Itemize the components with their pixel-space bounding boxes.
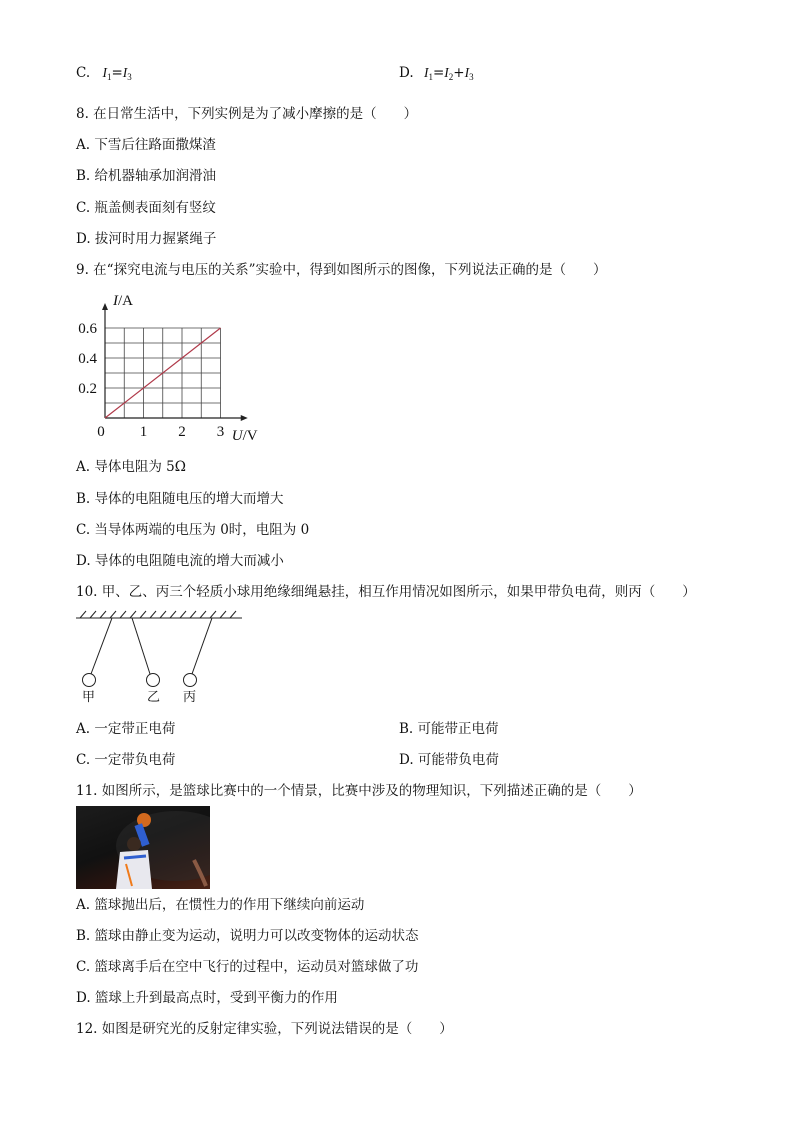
q8-option-a: A. 下雪后往路面撒煤渣: [76, 137, 216, 153]
pendulum-diagram: [74, 608, 249, 708]
y-axis-label: I/A: [113, 293, 133, 309]
ball-yi: [147, 674, 160, 687]
q8-stem: 8. 在日常生活中，下列实例是为了减小摩擦的是（ ）: [76, 106, 418, 122]
q10-stem: 10. 甲、乙、丙三个轻质小球用绝缘细绳悬挂，相互作用情况如图所示，如果甲带负电荷，则丙（ ）: [76, 584, 696, 600]
string-jia: [91, 618, 112, 674]
y-axis-arrow: [102, 303, 108, 310]
x-tick-label: 0: [97, 424, 105, 440]
ball-label-jia: 甲: [82, 690, 96, 705]
iu-graph: [70, 288, 270, 448]
q8-option-d: D. 拔河时用力握紧绳子: [76, 231, 217, 247]
y-tick-label: 0.6: [78, 321, 97, 337]
q11-option-b: B. 篮球由静止变为运动，说明力可以改变物体的运动状态: [76, 928, 419, 944]
q12-stem: 12. 如图是研究光的反射定律实验，下列说法错误的是（ ）: [76, 1021, 453, 1037]
x-tick-label: 3: [216, 424, 225, 440]
x-tick-label: 1: [139, 424, 148, 440]
q11-option-d: D. 篮球上升到最高点时，受到平衡力的作用: [76, 990, 338, 1006]
string-yi: [132, 618, 150, 674]
q10-option-d: D. 可能带负电荷: [399, 752, 499, 768]
q7-option-d: D. $I_1=I_2+I_3$: [399, 65, 474, 82]
q8-option-b: B. 给机器轴承加润滑油: [76, 168, 217, 184]
ball-jia: [83, 674, 96, 687]
ball-label-yi: 乙: [147, 690, 161, 705]
y-tick-label: 0.4: [78, 351, 97, 367]
q11-stem: 11. 如图所示，是篮球比赛中的一个情景，比赛中涉及的物理知识，下列描述正确的是（ ）: [76, 783, 642, 799]
q10-option-b: B. 可能带正电荷: [399, 721, 499, 737]
q11-option-c: C. 篮球离手后在空中飞行的过程中，运动员对篮球做了功: [76, 959, 419, 975]
q9-option-b: B. 导体的电阻随电压的增大而增大: [76, 491, 284, 507]
basketball-photo: [76, 806, 210, 889]
y-tick-label: 0.2: [78, 381, 97, 397]
q9-stem: 9. 在“探究电流与电压的关系”实验中，得到如图所示的图像，下列说法正确的是（ ）: [76, 262, 607, 278]
q9-option-a: A. 导体电阻为 5Ω: [76, 459, 186, 475]
string-bing: [192, 618, 212, 674]
q11-option-a: A. 篮球抛出后，在惯性力的作用下继续向前运动: [76, 897, 365, 913]
x-tick-label: 2: [178, 424, 186, 440]
q8-option-c: C. 瓶盖侧表面刻有竖纹: [76, 200, 216, 216]
ball-label-bing: 丙: [183, 690, 197, 705]
ball-bing: [184, 674, 197, 687]
ceiling: [76, 611, 242, 618]
x-axis-label: U/V: [231, 428, 258, 444]
q7-option-c: C. $I_1=I_3$: [76, 65, 132, 82]
q10-option-a: A. 一定带正电荷: [76, 721, 176, 737]
q9-option-c: C. 当导体两端的电压为 0时，电阻为 0: [76, 522, 310, 538]
q9-option-d: D. 导体的电阻随电流的增大而减小: [76, 553, 284, 569]
q10-option-c: C. 一定带负电荷: [76, 752, 176, 768]
x-axis-arrow: [241, 415, 248, 421]
